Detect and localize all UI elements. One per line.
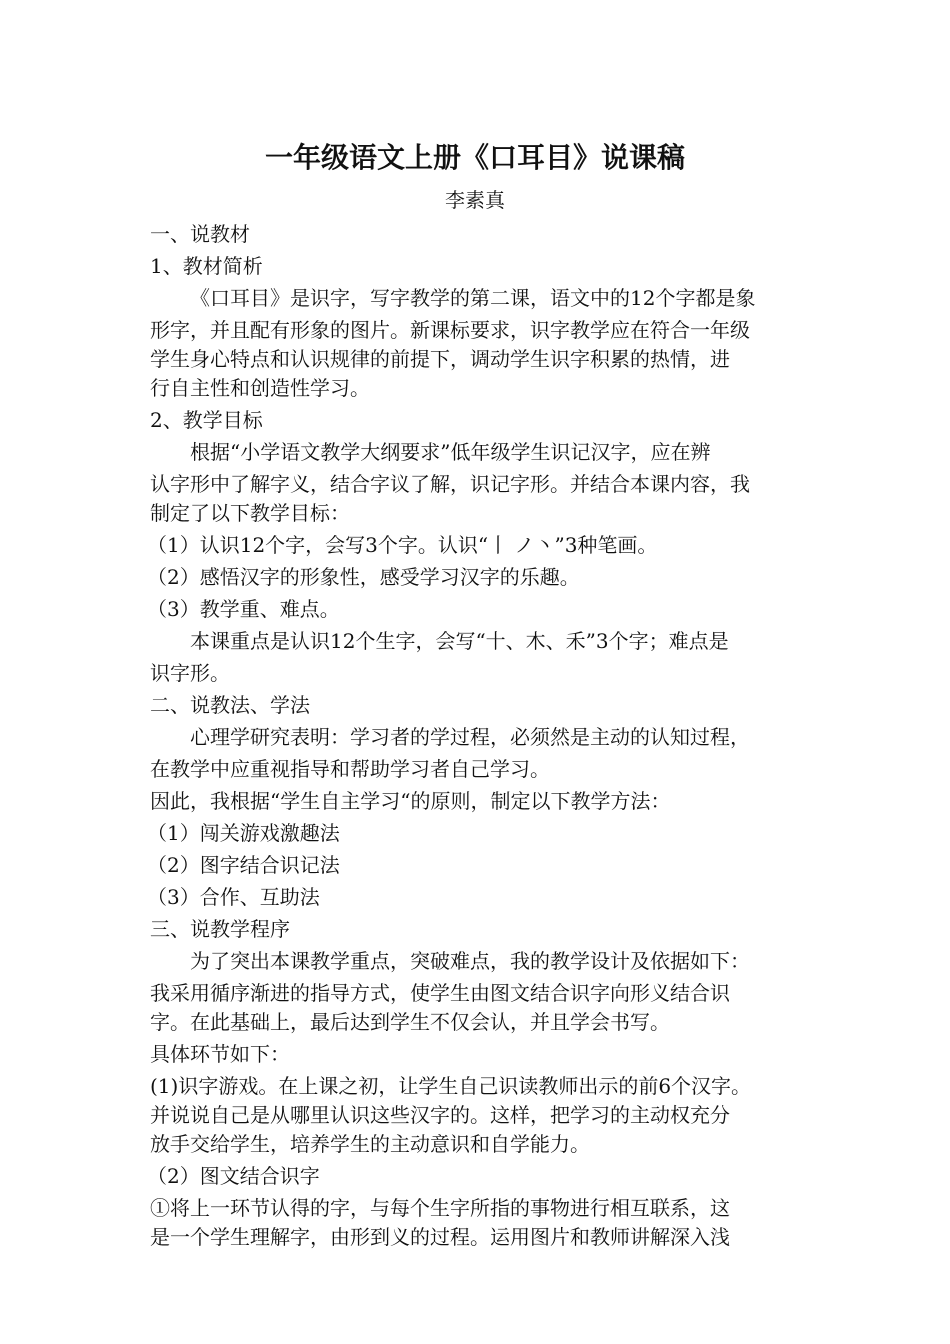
text-line: 放手交给学生，培养学生的主动意识和自学能力。 bbox=[150, 1132, 590, 1156]
text-line: 根据“小学语文教学大纲要求”低年级学生识记汉字，应在辨 bbox=[190, 440, 711, 464]
text-line: （3）教学重、难点。 bbox=[147, 597, 340, 621]
text-line: 因此，我根据“学生自主学习“的原则，制定以下教学方法： bbox=[150, 789, 671, 813]
text-line: （2）感悟汉字的形象性，感受学习汉字的乐趣。 bbox=[147, 565, 580, 589]
text-line: 是一个学生理解字，由形到义的过程。运用图片和教师讲解深入浅 bbox=[150, 1225, 730, 1249]
text-line: 并说说自己是从哪里认识这些汉字的。这样，把学习的主动权充分 bbox=[150, 1103, 730, 1127]
text-line: 《口耳目》是识字，写字教学的第二课，语文中的12个字都是象 bbox=[190, 286, 756, 310]
text-line: 2、教学目标 bbox=[150, 408, 263, 432]
text-line: 识字形。 bbox=[150, 661, 230, 685]
text-line: 制定了以下教学目标： bbox=[150, 501, 350, 525]
text-line: （3）合作、互助法 bbox=[147, 885, 320, 909]
text-line: 心理学研究表明：学习者的学过程，必须然是主动的认知过程， bbox=[190, 725, 750, 749]
document-title: 一年级语文上册《口耳目》说课稿 bbox=[264, 141, 685, 174]
text-line: (1)识字游戏。在上课之初，让学生自己识读教师出示的前6个汉字。 bbox=[150, 1074, 752, 1098]
text-line: 具体环节如下： bbox=[150, 1042, 290, 1066]
text-line: 二、说教法、学法 bbox=[150, 693, 310, 717]
text-line: 我采用循序渐进的指导方式，使学生由图文结合识字向形义结合识 bbox=[150, 981, 730, 1005]
text-line: （2）图字结合识记法 bbox=[147, 853, 340, 877]
text-line: 学生身心特点和认识规律的前提下，调动学生识字积累的热情，进 bbox=[150, 347, 730, 371]
text-line: 行自主性和创造性学习。 bbox=[150, 376, 370, 400]
text-line: 字。在此基础上，最后达到学生不仅会认，并且学会书写。 bbox=[150, 1010, 670, 1034]
document-author: 李素真 bbox=[445, 188, 505, 212]
text-line: 三、说教学程序 bbox=[150, 917, 290, 941]
text-line: 形字，并且配有形象的图片。新课标要求，识字教学应在符合一年级 bbox=[150, 318, 750, 342]
text-line: ①将上一环节认得的字，与每个生字所指的事物进行相互联系，这 bbox=[150, 1196, 730, 1220]
text-line: （2）图文结合识字 bbox=[147, 1164, 320, 1188]
text-line: 为了突出本课教学重点，突破难点，我的教学设计及依据如下： bbox=[190, 949, 750, 973]
text-line: 在教学中应重视指导和帮助学习者自己学习。 bbox=[150, 757, 550, 781]
text-line: 1、教材简析 bbox=[150, 254, 263, 278]
text-line: 本课重点是认识12个生字，会写“十、木、禾”3个字；难点是 bbox=[190, 629, 729, 653]
text-line: （1）认识12个字，会写3个字。认识“丨 ノ丶”3种笔画。 bbox=[147, 533, 658, 557]
text-line: 一、说教材 bbox=[150, 222, 250, 246]
text-line: （1）闯关游戏激趣法 bbox=[147, 821, 340, 845]
text-line: 认字形中了解字义，结合字议了解，识记字形。并结合本课内容，我 bbox=[150, 472, 750, 496]
document-body bbox=[147, 220, 810, 1252]
